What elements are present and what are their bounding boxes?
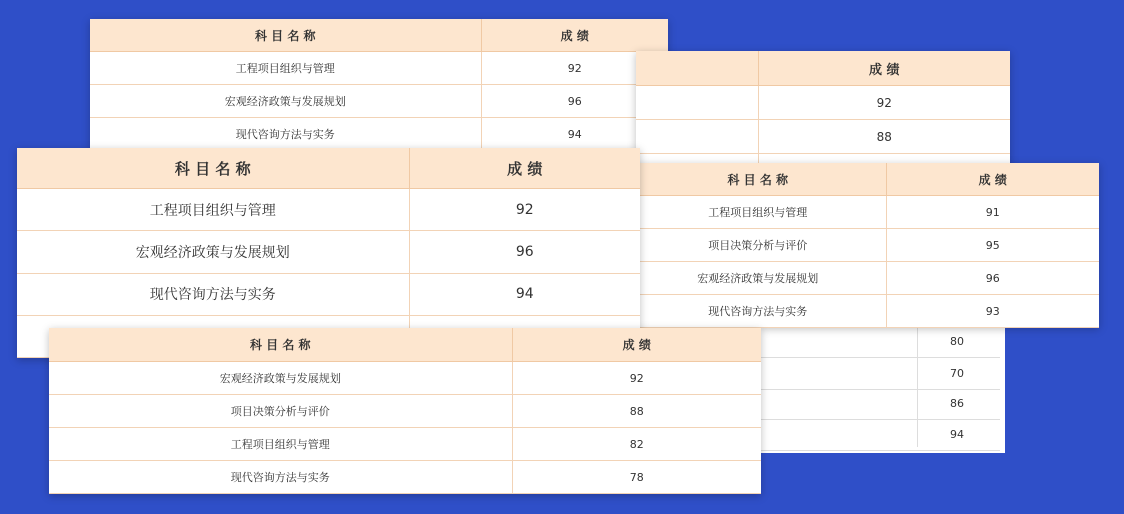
score-cell: 94: [950, 428, 964, 441]
score-table-2: [636, 51, 1010, 169]
table-row: [630, 262, 1099, 295]
score-table-6: [49, 328, 761, 494]
subject-cell: 工程项目组织与管理: [90, 52, 481, 85]
score-header: 成 绩: [481, 19, 668, 52]
score-header: 成 绩: [409, 148, 640, 189]
table-row: [49, 461, 761, 494]
subject-cell: [636, 120, 758, 154]
subject-cell: 现代咨询方法与实务: [17, 273, 409, 315]
table-row: [17, 273, 640, 315]
table-row: [636, 120, 1010, 154]
score-table-3: [17, 148, 640, 358]
table-row: [630, 196, 1099, 229]
subject-header: 科 目 名 称: [90, 19, 481, 52]
table-row: [90, 118, 668, 151]
score-cell: 94: [409, 273, 640, 315]
score-cell: 93: [886, 295, 1099, 328]
table-row: [49, 395, 761, 428]
subject-cell: 宏观经济政策与发展规划: [49, 362, 512, 395]
table-header: [49, 328, 761, 362]
subject-cell: 工程项目组织与管理: [630, 196, 886, 229]
score-cell: 94: [481, 118, 668, 151]
subject-cell: [636, 86, 758, 120]
score-cell: 88: [512, 395, 761, 428]
subject-cell: 项目决策分析与评价: [49, 395, 512, 428]
score-header: 成 绩: [758, 51, 1010, 86]
table-row: [755, 357, 1000, 390]
subject-header: 科 目 名 称: [630, 163, 886, 196]
score-header: 成 绩: [886, 163, 1099, 196]
table-row: [755, 325, 1000, 358]
subject-cell: 工程项目组织与管理: [17, 189, 409, 231]
table-header: [630, 163, 1099, 196]
table-row: [755, 418, 1000, 451]
score-table-1: [90, 19, 668, 149]
subject-cell: 现代咨询方法与实务: [90, 118, 481, 151]
score-table-4: [630, 163, 1099, 327]
table-header: [90, 19, 668, 52]
subject-cell: 宏观经济政策与发展规划: [17, 231, 409, 273]
score-cell: 92: [409, 189, 640, 231]
table-row: [49, 362, 761, 395]
score-cell: 92: [481, 52, 668, 85]
score-cell: 86: [950, 397, 964, 410]
score-cell: 96: [409, 231, 640, 273]
subject-cell: 宏观经济政策与发展规划: [90, 85, 481, 118]
table-row: [90, 52, 668, 85]
score-cell: 95: [886, 229, 1099, 262]
table-header: [17, 148, 640, 189]
subject-cell: 项目决策分析与评价: [630, 229, 886, 262]
subject-cell: 工程项目组织与管理: [49, 428, 512, 461]
table-row: [636, 86, 1010, 120]
table-row: [17, 189, 640, 231]
score-table-5: [755, 325, 1005, 453]
subject-cell: 现代咨询方法与实务: [49, 461, 512, 494]
score-cell: 96: [481, 85, 668, 118]
subject-header: [636, 51, 758, 86]
score-cell: 91: [886, 196, 1099, 229]
table-row: [49, 428, 761, 461]
score-header: 成 绩: [512, 328, 761, 362]
score-cell: 78: [512, 461, 761, 494]
score-cell: 88: [758, 120, 1010, 154]
table-row: [17, 231, 640, 273]
table-row: [630, 229, 1099, 262]
score-cell: 82: [512, 428, 761, 461]
table-row: [90, 85, 668, 118]
subject-header: 科 目 名 称: [17, 148, 409, 189]
table-row: [755, 387, 1000, 420]
score-cell: 70: [950, 367, 964, 380]
score-cell: 92: [512, 362, 761, 395]
score-cell: 80: [950, 335, 964, 348]
subject-header: 科 目 名 称: [49, 328, 512, 362]
subject-cell: 宏观经济政策与发展规划: [630, 262, 886, 295]
table-header: [636, 51, 1010, 86]
score-cell: 92: [758, 86, 1010, 120]
subject-cell: 现代咨询方法与实务: [630, 295, 886, 328]
score-cell: 96: [886, 262, 1099, 295]
table-row: [630, 295, 1099, 328]
